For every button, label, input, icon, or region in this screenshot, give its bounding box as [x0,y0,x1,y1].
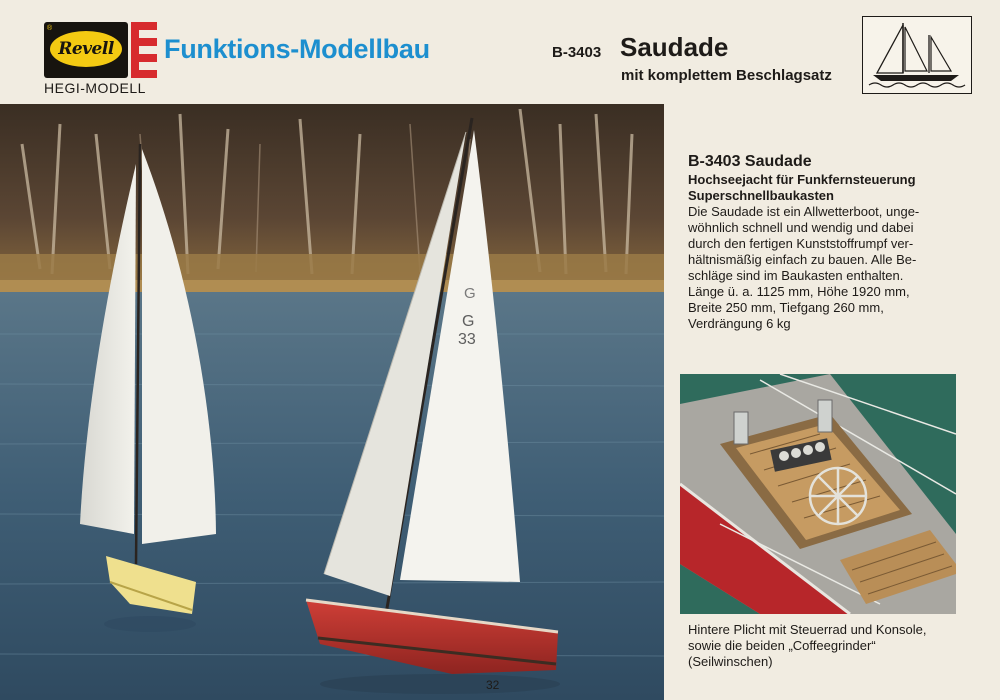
hegi-e-mark-icon [131,22,157,78]
model-code: B-3403 [552,44,602,61]
description-body [688,204,988,332]
description-line: Verdrängung 6 kg [688,316,791,331]
page-number: 32 [486,678,500,692]
description-line: Die Saudade ist ein Allwetterboot, unge- [688,204,920,219]
model-subtitle: mit komplettem Beschlagsatz [621,67,832,84]
sail-number-2: G [462,313,475,330]
description-line: schläge sind im Baukasten enthalten. [688,268,904,283]
detail-photo-cockpit [680,374,956,614]
caption-line: Hintere Plicht mit Steuerrad und Konsole, [688,622,927,637]
logo-badge [50,31,122,67]
sail-number-1: G [464,285,476,302]
description-line: durch den fertigen Kunststoffrumpf ver- [688,236,914,251]
description-line: wöhnlich schnell und wendig und dabei [688,220,914,235]
description-line: Breite 250 mm, Tiefgang 260 mm, [688,300,884,315]
description-line: hältnismäßig einfach zu bauen. Alle Be- [688,252,917,267]
description-subtitle-1: Hochseejacht für Funkfernsteuerung [688,172,916,187]
main-photo-sailing-yachts [0,104,664,700]
sailing-yacht-pictogram-icon [862,16,972,94]
description-line: Länge ü. a. 1125 mm, Höhe 1920 mm, [688,284,910,299]
model-name: Saudade [620,32,729,62]
revell-logo [44,22,128,78]
registered-mark: ® [47,25,53,32]
description-title: B-3403 Saudade [688,153,812,170]
section-title: Funktions-Modellbau [164,34,430,64]
caption-line: sowie die beiden „Coffeegrinder“ [688,638,876,653]
description-subtitle-2: Superschnellbaukasten [688,188,834,203]
logo-text: Revell [58,39,114,59]
caption-line: (Seilwinschen) [688,654,773,669]
product-description [688,152,988,332]
photo-caption [688,622,988,670]
sail-number-3: 33 [458,331,476,348]
sub-brand: HEGI-MODELL [44,80,146,96]
